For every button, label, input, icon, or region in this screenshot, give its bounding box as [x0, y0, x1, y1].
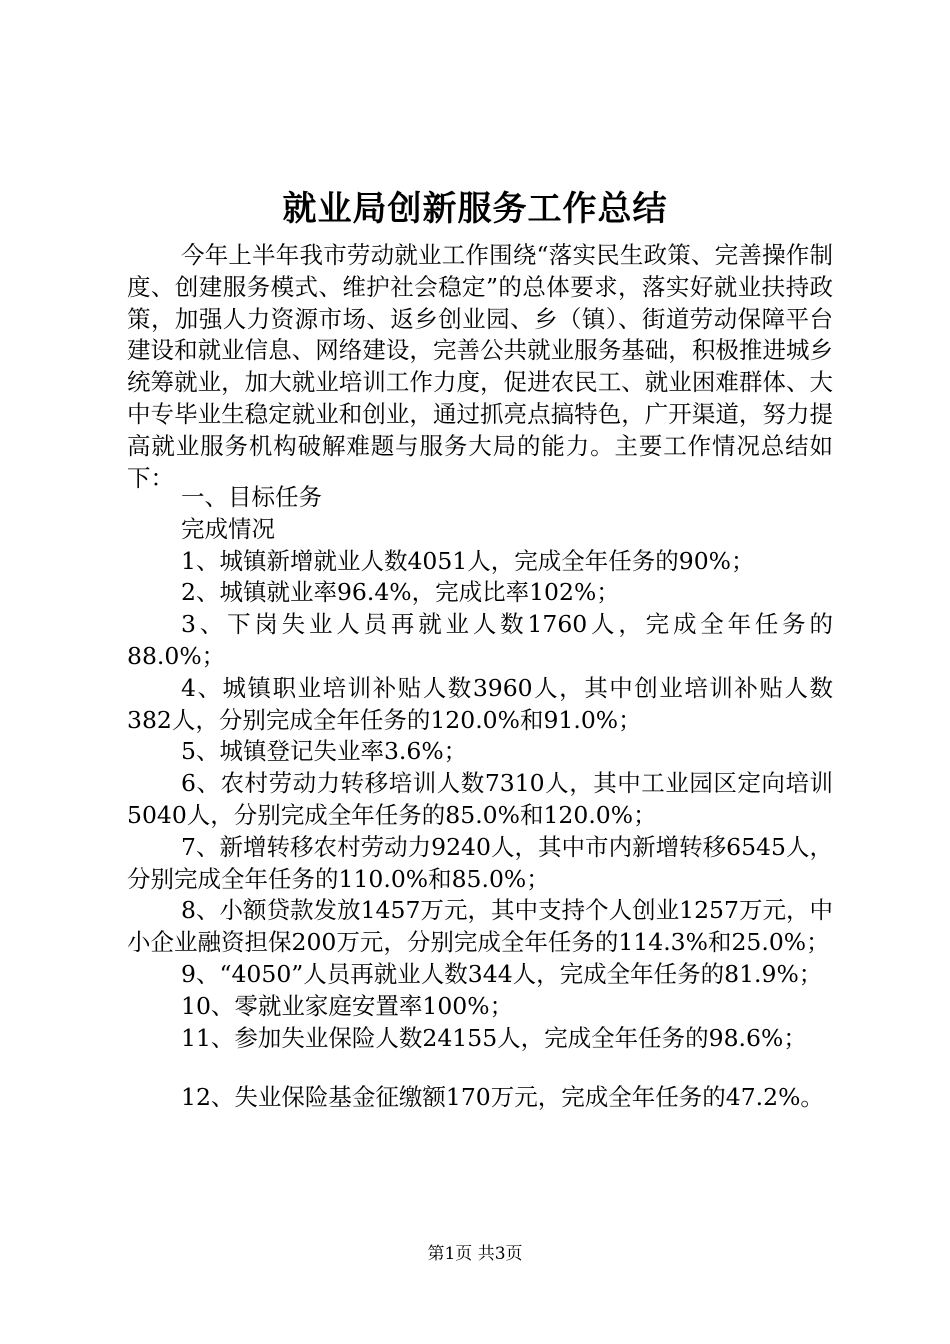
list-item: 7、新增转移农村劳动力9240人，其中市内新增转移6545人，分别完成全年任务的110.0%和85.0%； — [127, 832, 833, 893]
task-list — [127, 482, 833, 1114]
list-item: 9、“4050”人员再就业人数344人，完成全年任务的81.9%； — [181, 959, 823, 988]
paragraph-gap — [127, 1054, 833, 1082]
list-item: 10、零就业家庭安置率100%； — [181, 991, 514, 1020]
page-footer: 第1页 共3页 — [427, 1244, 523, 1264]
list-item: 1、城镇新增就业人数4051人，完成全年任务的90%； — [181, 546, 755, 575]
list-item: 12、失业保险基金征缴额170万元，完成全年任务的47.2%。 — [181, 1083, 824, 1112]
list-item: 11、参加失业保险人数24155人，完成全年任务的98.6%； — [181, 1023, 807, 1052]
subheading: 完成情况 — [181, 514, 275, 543]
intro-paragraph: 今年上半年我市劳动就业工作围绕“落实民生政策、完善操作制度、创建服务模式、维护社会稳定”的总体要求，落实好就业扶持政策，加强人力资源市场、返乡创业园、乡（镇）、街道劳动保障平台建设和就业信息、网络建设，完善公共就业服务基础，积极推进城乡统筹就业，加大就业培训工作力度，促进农民工、就业困难群体、大中专毕业生稳定就业和创业，通过抓亮点搞特色，广开渠道，努力提高就业服务机构破解难题与服务大局的能力。主要工作情况总结如下： — [127, 241, 833, 492]
list-item: 2、城镇就业率96.4%，完成比率102%； — [181, 578, 620, 607]
list-item: 6、农村劳动力转移培训人数7310人，其中工业园区定向培训5040人，分别完成全年任务的85.0%和120.0%； — [127, 769, 833, 829]
list-item: 8、小额贷款发放1457万元，其中支持个人创业1257万元，中小企业融资担保200万元，分别完成全年任务的114.3%和25.0%； — [127, 896, 833, 957]
section-heading: 一、目标任务 — [181, 483, 322, 511]
list-item: 4、城镇职业培训补贴人数3960人，其中创业培训补贴人数382人，分别完成全年任务的120.0%和91.0%； — [127, 673, 833, 734]
list-item: 5、城镇登记失业率3.6%； — [181, 737, 468, 766]
list-item: 3、下岗失业人员再就业人数1760人，完成全年任务的88.0%； — [127, 610, 833, 670]
page-title: 就业局创新服务工作总结 — [282, 189, 668, 229]
